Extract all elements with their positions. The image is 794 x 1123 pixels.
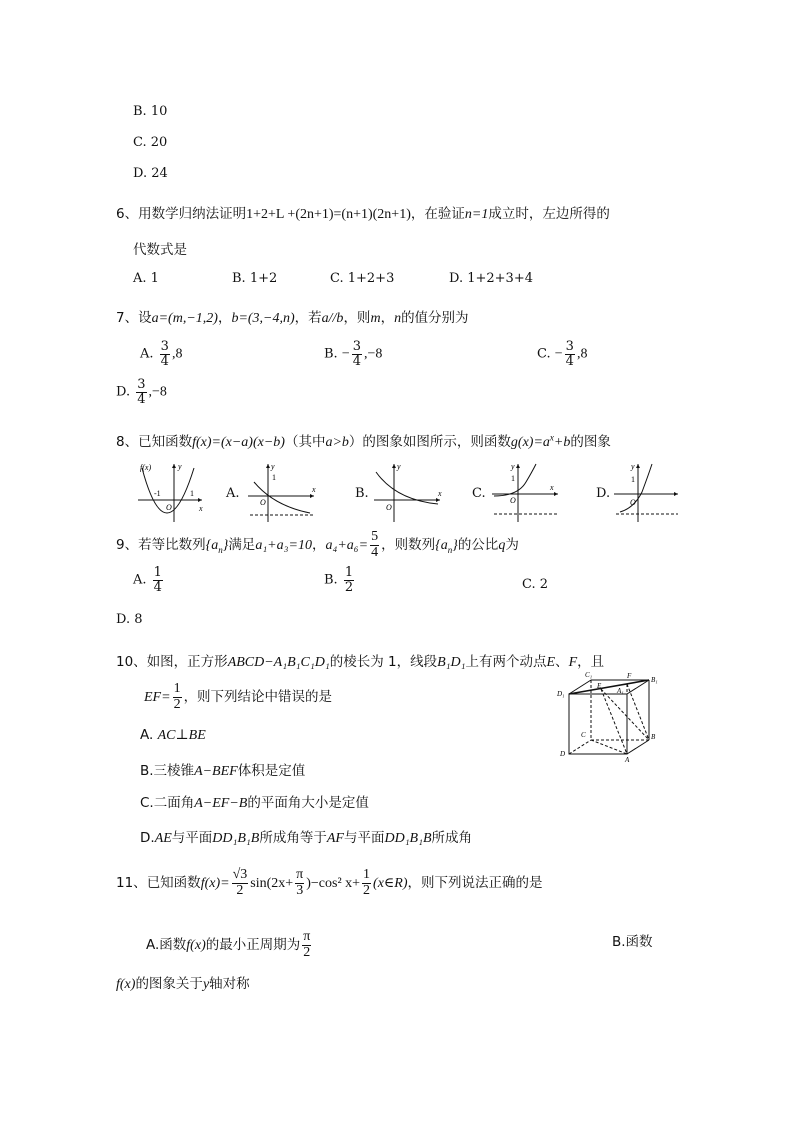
q5-option-c: C. 20 [133,135,168,150]
q9-stem: 9、若等比数列$\{a_n\}$满足a₁+a₃=10，a₄+a₆= $\frac{5}{4}$ ，则数列$\{a_n\}$的公比q为 [116,529,519,560]
svg-text:f(x): f(x) [140,463,152,472]
q11-option-b: B.函数 [612,934,653,950]
svg-text:F: F [627,672,632,680]
q6-stem-cont: 代数式是 [133,242,187,258]
q8-graph-fx [136,460,206,524]
q8-option-a-label: A. [226,486,240,501]
q6-option-b: B. 1+2 [232,271,278,286]
q8-function-f: f(x)=(x−a)(x−b) [192,435,285,450]
svg-text:D: D [560,750,566,758]
svg-text:y: y [631,462,635,471]
q10-cube-figure [555,668,665,762]
svg-text:x: x [199,504,203,513]
q10-option-a: A. AC⊥BE [140,727,206,743]
q7-option-c: C. − $\frac{3}{4}$ ,8 [537,339,588,369]
svg-text:D₁: D₁ [557,690,565,698]
svg-text:C: C [581,731,586,739]
svg-text:B: B [651,733,656,741]
q6-option-a: A. 1 [133,271,159,286]
svg-text:A: A [625,756,630,762]
svg-text:x: x [312,485,316,494]
q6-formula: 1+2+L +(2n+1)=(n+1)(2n+1) [246,207,411,222]
q6-option-d: D. 1+2+3+4 [449,271,533,286]
q8-graph-c [490,460,564,524]
q10-stem: 10、如图，正方形ABCD−A₁B₁C₁D₁的棱长为 1，线段B₁D₁上有两个动点E、F，且 [116,654,605,670]
q9-option-c: C. 2 [522,577,549,592]
svg-text:1: 1 [272,473,276,482]
q7-option-a: A. $\frac{3}{4}$ ,8 [140,339,183,369]
q8-option-d-label: D. [596,486,611,501]
q11-stem: 11、已知函数f(x)= $\frac{√3}{2}$ sin(2x+ $\frac{\pi}{3}$ )−cos² x+ $\frac{1}{2}$ (x∈R)，则下列说法正确的是 [116,867,543,898]
q11-option-b-cont: f(x)的图象关于y轴对称 [116,976,250,992]
q9-option-b: B. $\frac{1}{2}$ [324,565,354,595]
svg-text:O: O [166,503,172,512]
q8-graph-a [246,460,320,524]
q9-option-d: D. 8 [116,612,143,627]
svg-text:-1: -1 [154,489,161,498]
svg-text:O: O [510,496,516,505]
q8-option-b-label: B. [355,486,369,501]
q7-option-b: B. − $\frac{3}{4}$ ,−8 [324,339,383,369]
svg-text:y: y [397,462,401,471]
svg-text:y: y [178,462,182,471]
q11-option-a: A.函数f(x)的最小正周期为 $\frac{\pi}{2}$ [146,929,311,960]
q5-option-b: B. 10 [133,104,168,119]
svg-text:1: 1 [190,489,194,498]
q7-stem: 7、设a=(m,−1,2)，b=(3,−4,n)，若a//b，则m，n的值分别为 [116,310,469,326]
q6-number: 6、 [116,206,139,222]
q10-option-d: D.AE与平面DD₁B₁B所成角等于AF与平面DD₁B₁B所成角 [140,830,473,846]
q7-vector-b: b=(3,−4,n) [231,311,295,326]
svg-text:y: y [271,462,275,471]
q10-stem-cont: EF= $\frac{1}{2}$ ，则下列结论中错误的是 [144,681,333,712]
q8-option-c-label: C. [472,486,486,501]
q10-option-b: B.三棱锥A−BEF体积是定值 [140,763,306,779]
svg-text:O: O [630,498,636,507]
q8-graph-b [372,460,446,524]
svg-text:C₁: C₁ [585,671,593,679]
svg-text:E: E [597,682,602,690]
q6-option-c: C. 1+2+3 [330,271,395,286]
svg-text:x: x [550,483,554,492]
q7-vector-a: a=(m,−1,2) [151,311,218,326]
q8-stem: 8、已知函数f(x)=(x−a)(x−b)（其中a>b）的图象如图所示，则函数$g(x)=a^x+b$的图象 [116,432,611,450]
svg-text:B₁: B₁ [651,676,658,684]
svg-text:x: x [438,489,442,498]
svg-text:1: 1 [631,475,635,484]
q10-option-c: C.二面角A−EF−B的平面角大小是定值 [140,795,369,811]
svg-text:A₁: A₁ [617,687,624,695]
q9-option-a: A. $\frac{1}{4}$ [133,565,162,595]
q8-graph-d [612,460,684,524]
svg-text:y: y [511,462,515,471]
svg-text:O: O [260,498,266,507]
svg-text:O: O [386,503,392,512]
q8-function-g: g(x)=a [510,435,550,450]
q6-stem: 6、用数学归纳法证明1+2+L +(2n+1)=(n+1)(2n+1)，在验证n=1成立时，左边所得的 [116,206,610,222]
q5-option-d: D. 24 [133,166,168,181]
svg-text:1: 1 [511,474,515,483]
q7-option-d: D. $\frac{3}{4}$ ,−8 [116,377,167,407]
